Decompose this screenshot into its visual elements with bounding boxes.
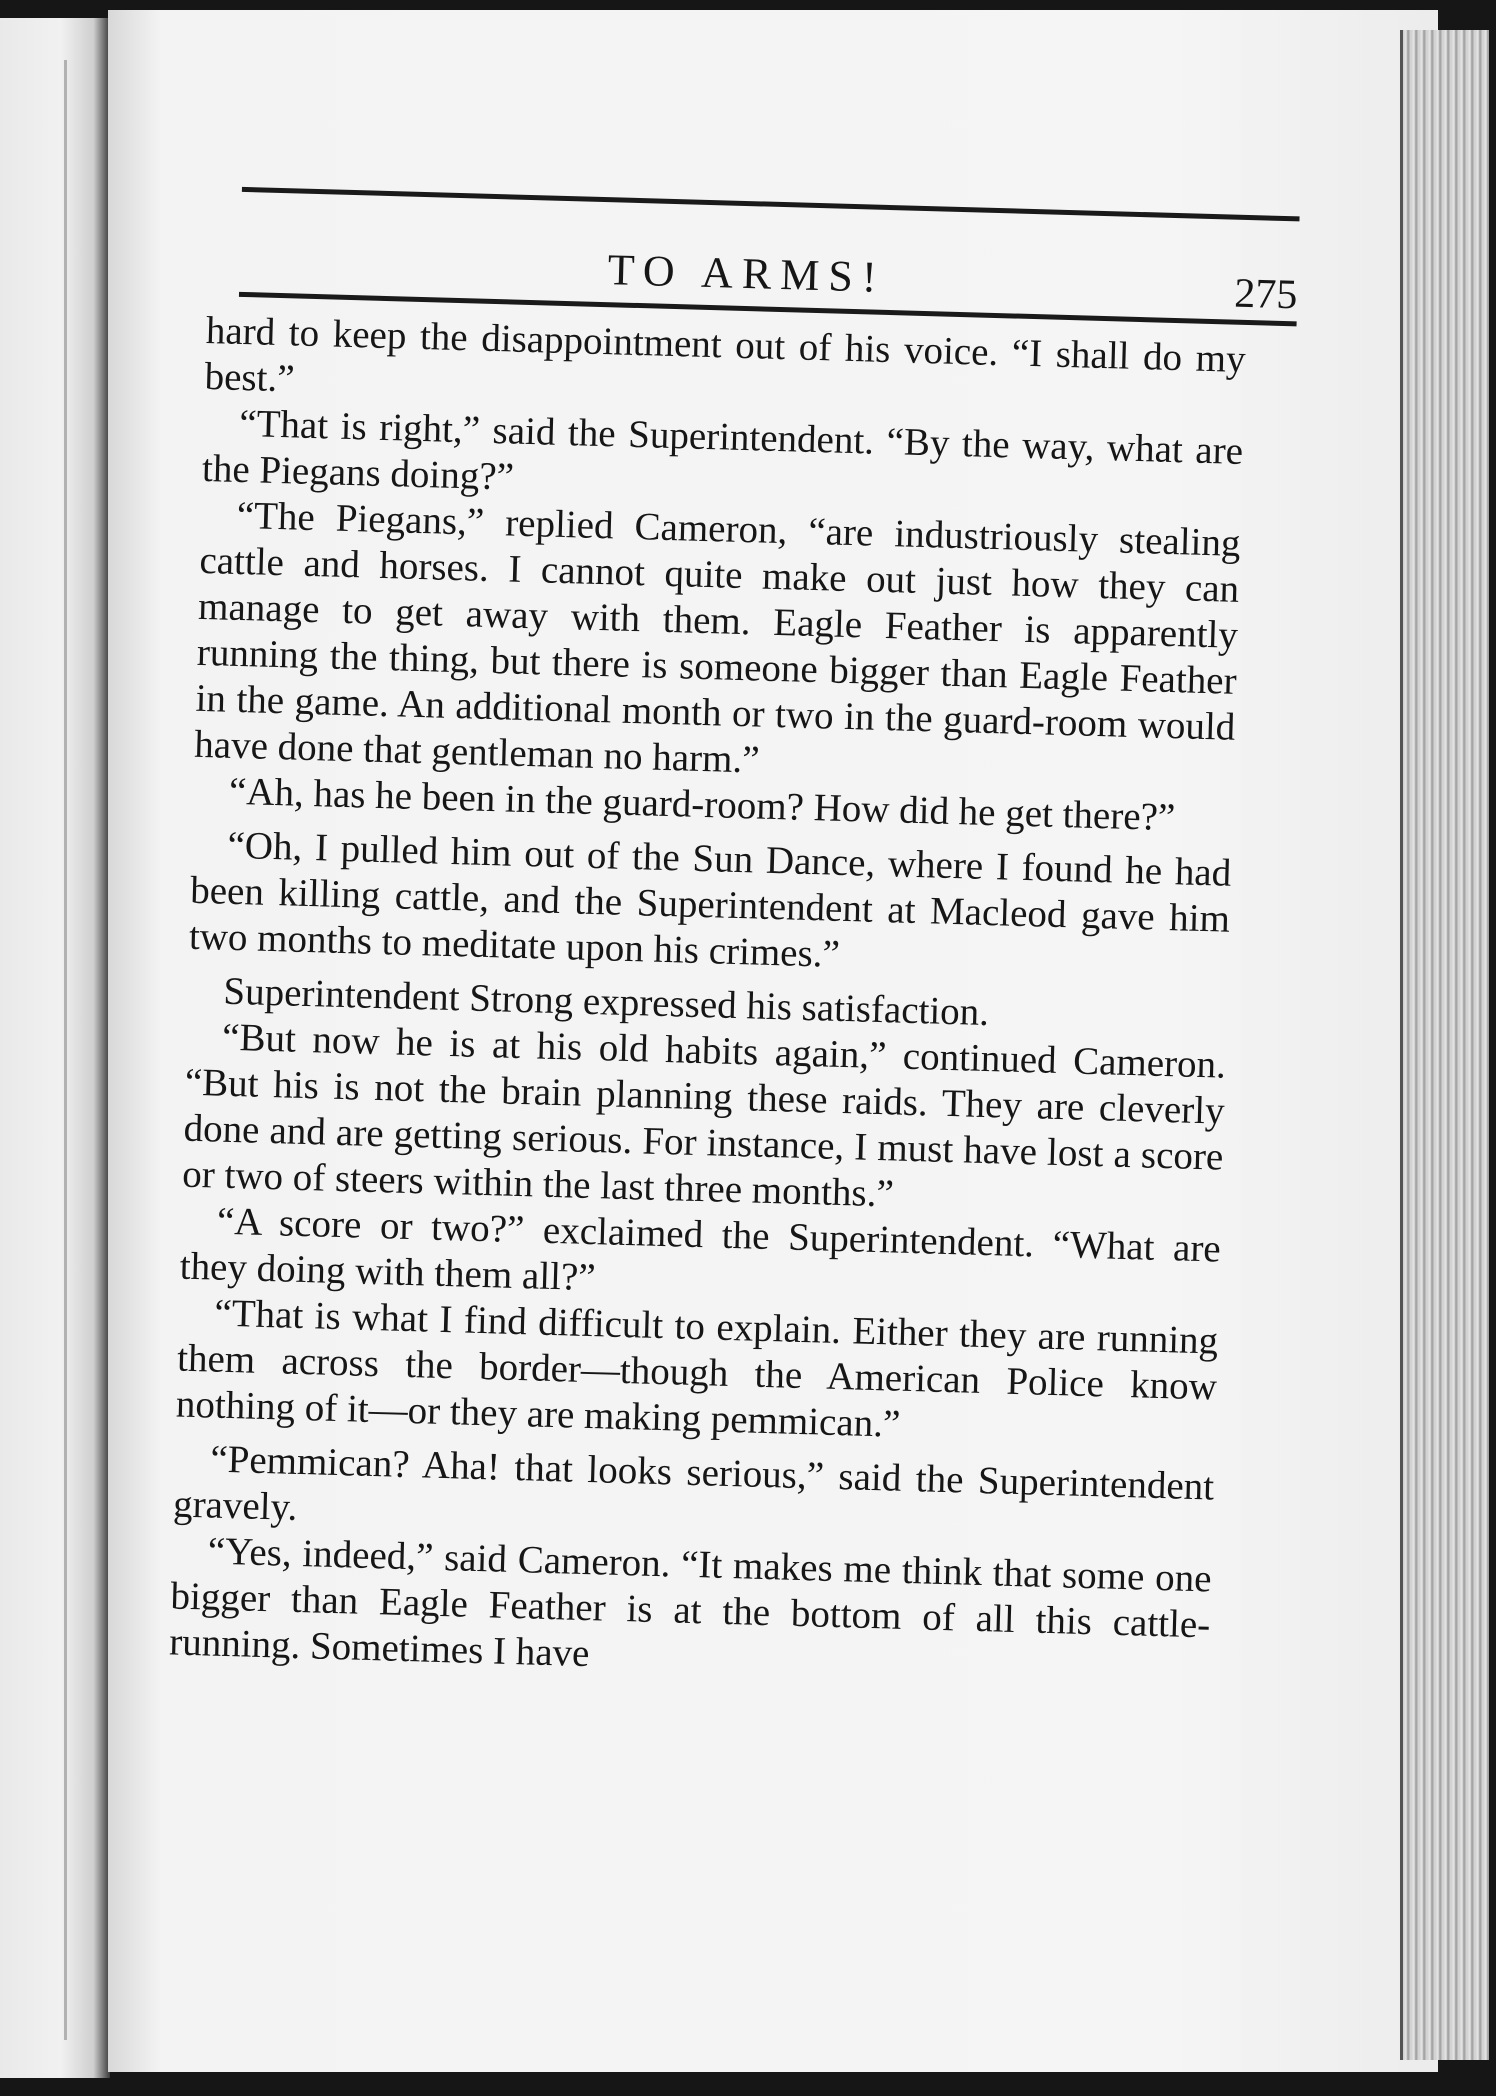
paragraph: “Ah, has he been in the guard-room? How did he get there?” xyxy=(228,769,1176,840)
paragraph: “Oh, I pulled him out of the Sun Dance, where I found he had been killing cattle, and the Superintendent at Macleod gave him two months to meditate upon his crimes.” xyxy=(188,823,1232,976)
page-stack-edge xyxy=(1400,30,1489,2060)
body-text xyxy=(169,308,1247,1695)
paragraph: “That is right,” said the Superintendent. “By the way, what are the Piegans doing?” xyxy=(201,401,1244,499)
printed-text-block xyxy=(168,186,1299,1695)
paragraph: “That is what I find difficult to explain. Either they are running them across the border—though the American Police know nothing of it—or they are making pemmican.” xyxy=(175,1291,1219,1446)
paragraph: “Pemmican? Aha! that looks serious,” said the Superintendent gravely. xyxy=(172,1437,1215,1529)
paragraph: hard to keep the disappointment out of his voice. “I shall do my best.” xyxy=(204,308,1247,401)
page-number: 275 xyxy=(1233,270,1299,319)
paragraph: “A score or two?” exclaimed the Superintendent. “What are they doing with them all?” xyxy=(179,1199,1222,1300)
gutter-shadow xyxy=(64,60,67,2040)
paragraph: “The Piegans,” replied Cameron, “are industriously stealing cattle and horses. I cannot quite make out just how they can manage to get away with them. Eagle Feather is apparently running the thing, but there is someone bigger than Eagle Feather in the game. An additional month or two in the guard-room would have done that gentleman no harm.” xyxy=(193,493,1242,782)
paragraph: “Yes, indeed,” said Cameron. “It makes me think that some one bigger than Eagle Feather is at the bottom of all this cattle-running. Sometimes I have xyxy=(168,1529,1213,1676)
running-head: TO ARMS! xyxy=(607,245,887,302)
previous-page-edge xyxy=(0,18,110,2078)
paragraph: “But now he is at his old habits again,” continued Cameron. “But his is not the brain planning these raids. They are cleverly done and are getting serious. For instance, I must have lost a score or two of steers within the last three months.” xyxy=(181,1015,1227,1216)
paragraph: Superintendent Strong expressed his satisfaction. xyxy=(222,969,990,1035)
